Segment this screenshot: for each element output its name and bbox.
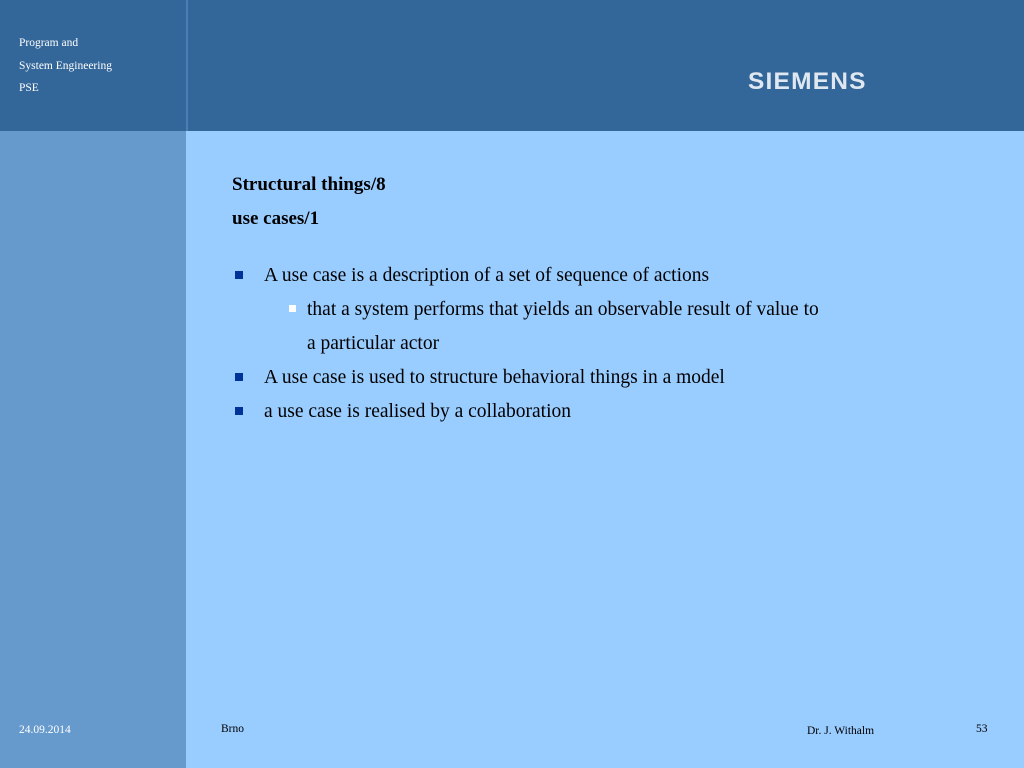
department-line-3: PSE [19,82,39,94]
department-label [19,32,112,100]
sub-bullet-text: that a system performs that yields an observable result of value to [307,299,819,320]
siemens-logo: SIEMENS [748,68,867,95]
bullet-item [234,395,914,429]
slide-header [0,0,1024,131]
sub-bullet-continuation [234,327,914,361]
footer-place: Brno [221,723,244,735]
slide-body [234,259,914,429]
bullet-item [234,361,914,395]
bullet-item [234,259,914,293]
slide-title-line-2: use cases/1 [232,208,320,229]
square-bullet-icon [235,373,243,381]
bullet-text: A use case is used to structure behavioral things in a model [264,367,725,388]
square-bullet-icon [235,407,243,415]
sub-bullet-item [234,293,914,327]
bullet-text: A use case is a description of a set of sequence of actions [264,265,710,286]
footer-author: Dr. J. Withalm [807,725,875,737]
sub-bullet-text: a particular actor [307,333,440,354]
page-number: 53 [976,723,988,735]
square-sub-bullet-icon [289,305,296,312]
bullet-text: a use case is realised by a collaboration [264,401,572,422]
footer-date: 24.09.2014 [19,724,71,736]
department-line-2: System Engineering [19,59,112,72]
slide-title [232,168,386,236]
slide-title-line-1: Structural things/8 [232,174,386,195]
left-sidebar [0,131,186,768]
department-line-1: Program and [19,37,79,49]
header-divider [186,0,188,131]
square-bullet-icon [235,271,243,279]
